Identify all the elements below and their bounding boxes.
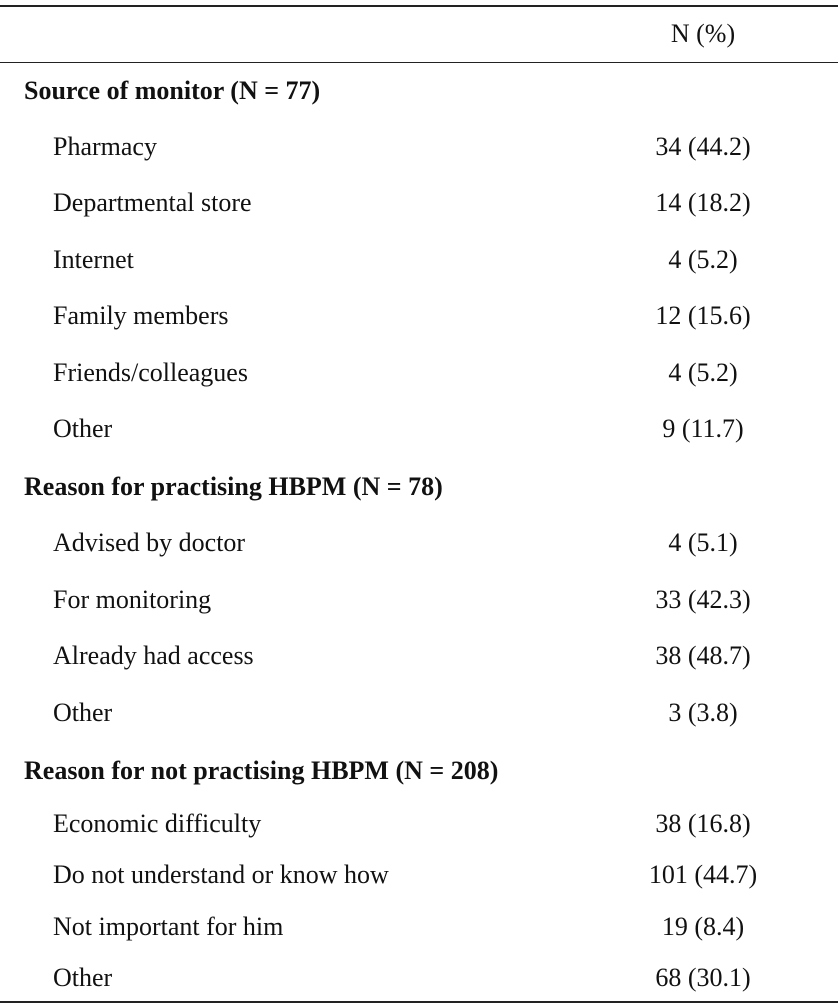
section-header-source-of-monitor xyxy=(0,76,838,106)
row-label: Not important for him xyxy=(53,912,284,941)
row-label: Already had access xyxy=(53,641,254,670)
section-title: Source of monitor (N = 77) xyxy=(24,76,321,105)
table-header-rule xyxy=(0,62,838,63)
table-row xyxy=(0,585,838,615)
row-label: For monitoring xyxy=(53,585,212,614)
table-row xyxy=(0,912,838,942)
row-label: Other xyxy=(53,414,113,443)
table-row xyxy=(0,641,838,671)
row-label: Do not understand or know how xyxy=(53,860,389,889)
row-value: 38 (48.7) xyxy=(655,641,751,670)
row-value: 4 (5.1) xyxy=(668,528,738,557)
row-label: Internet xyxy=(53,245,134,274)
table-top-rule xyxy=(0,5,838,7)
row-label: Departmental store xyxy=(53,188,252,217)
column-header-n-percent: N (%) xyxy=(670,19,736,48)
table-row xyxy=(0,963,838,993)
table-row xyxy=(0,188,838,218)
row-label: Economic difficulty xyxy=(53,809,262,838)
table-bottom-rule xyxy=(0,1001,838,1003)
row-value: 68 (30.1) xyxy=(655,963,751,992)
table-header-row xyxy=(0,19,838,49)
row-value: 4 (5.2) xyxy=(668,358,738,387)
row-label: Family members xyxy=(53,301,229,330)
section-title: Reason for not practising HBPM (N = 208) xyxy=(24,756,499,785)
row-value: 12 (15.6) xyxy=(655,301,751,330)
table-row xyxy=(0,809,838,839)
row-label: Other xyxy=(53,963,113,992)
table-row xyxy=(0,698,838,728)
row-value: 38 (16.8) xyxy=(655,809,751,838)
table-row xyxy=(0,301,838,331)
row-label: Pharmacy xyxy=(53,132,157,161)
row-value: 19 (8.4) xyxy=(661,912,745,941)
section-header-reason-for-not-practising xyxy=(0,756,838,786)
section-title: Reason for practising HBPM (N = 78) xyxy=(24,472,443,501)
row-value: 101 (44.7) xyxy=(648,860,758,889)
table-row xyxy=(0,132,838,162)
row-label: Friends/colleagues xyxy=(53,358,248,387)
row-value: 9 (11.7) xyxy=(662,414,744,443)
row-value: 3 (3.8) xyxy=(668,698,738,727)
row-value: 14 (18.2) xyxy=(655,188,751,217)
table-row xyxy=(0,860,838,890)
row-label: Advised by doctor xyxy=(53,528,246,557)
table-row xyxy=(0,414,838,444)
row-label: Other xyxy=(53,698,113,727)
table-row xyxy=(0,358,838,388)
row-value: 4 (5.2) xyxy=(668,245,738,274)
section-header-reason-for-practising xyxy=(0,472,838,502)
table-row xyxy=(0,245,838,275)
table-row xyxy=(0,528,838,558)
row-value: 34 (44.2) xyxy=(655,132,751,161)
row-value: 33 (42.3) xyxy=(655,585,751,614)
